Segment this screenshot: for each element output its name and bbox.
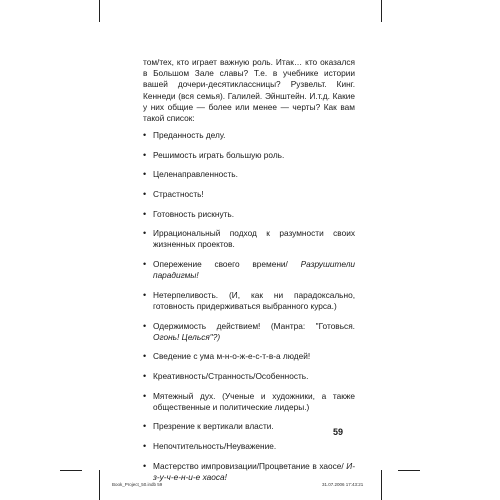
list-item-text: Мятежный дух. (Ученые и художники, а также общественные и политические лидеры.): [153, 390, 355, 412]
list-item: [143, 290, 355, 312]
crop-mark-bottom-right: [381, 470, 382, 500]
bullet-icon: •: [143, 370, 147, 381]
list-item: [143, 209, 355, 220]
slug-left: Book_Project_50.indb 59: [112, 482, 163, 487]
list-item: [143, 130, 355, 141]
list-item: [143, 259, 355, 281]
bullet-icon: •: [143, 460, 147, 471]
bullet-icon: •: [143, 258, 147, 269]
crop-mark-top-right: [381, 0, 382, 22]
list-item: [143, 421, 355, 432]
list-item-text: Креативность/Странность/Особенность.: [153, 370, 309, 381]
list-item: [143, 371, 355, 382]
list-item-text: Опережение своего времени/: [153, 258, 301, 269]
page-body: [143, 57, 355, 491]
list-item: [143, 351, 355, 362]
list-item-italic: Разрушители парадигмы!: [153, 258, 355, 281]
bullet-icon: •: [143, 130, 147, 141]
intro-paragraph: том/тех, кто играет важную роль. Итак… кто оказался в Большом Зале славы? Т.е. в учебнике истории вашей дочери-десятиклассницы? Рузвельт. Кинг. Кеннеди (вся семья). Галилей. Эйнштейн. И.т.д. Какие у них общие — более или менее — черты? Как вам такой список:: [143, 57, 355, 124]
bullet-icon: •: [143, 289, 147, 300]
crop-mark-bottom-left-h: [60, 470, 82, 471]
list-item-text: Иррациональный подход к разумности своих жизненных проектов.: [153, 228, 355, 250]
list-item-text: Сведение с ума м-н-о-ж-е-с-т-в-а людей!: [153, 351, 311, 362]
list-item-italic: И-з-у-ч-е-н-и-е хаоса!: [153, 460, 355, 482]
list-item: [143, 228, 355, 250]
list-item-text: Нетерпеливость. (И, как ни парадоксально, готовность придерживаться выбранного курса.): [153, 289, 355, 311]
list-item: [143, 321, 355, 343]
bullet-list: [143, 130, 355, 483]
list-item: [143, 150, 355, 161]
list-item-text: Преданность делу.: [153, 130, 226, 141]
bullet-icon: •: [143, 228, 147, 239]
list-item-text: Готовность рискнуть.: [153, 208, 235, 219]
list-item: [143, 169, 355, 180]
bullet-icon: •: [143, 351, 147, 362]
page-number: 59: [333, 427, 344, 437]
bullet-icon: •: [143, 320, 147, 331]
crop-mark-top-left: [99, 0, 100, 22]
list-item-text: Презрение к вертикали власти.: [153, 421, 274, 432]
list-item: [143, 441, 355, 452]
bullet-icon: •: [143, 189, 147, 199]
list-item-italic: Огонь! Целься"?): [153, 331, 221, 342]
crop-mark-bottom-left: [99, 470, 100, 500]
list-item-text: Страстность!: [153, 189, 204, 199]
bullet-icon: •: [143, 208, 147, 219]
bullet-icon: •: [143, 149, 147, 160]
list-item: [143, 461, 355, 483]
slug-right: 31.07.2006 17:43:21: [322, 482, 364, 487]
bullet-icon: •: [143, 169, 147, 180]
bullet-icon: •: [143, 440, 147, 451]
list-item-text: Одержимость действием! (Мантра: "Готовься.: [153, 320, 355, 331]
list-item-text: Мастерство импровизации/Процветание в хаосе/: [153, 460, 347, 471]
bullet-icon: •: [143, 421, 147, 432]
list-item-text: Целенаправленность.: [153, 169, 238, 180]
list-item-text: Решимость играть большую роль.: [153, 149, 285, 160]
crop-mark-bottom-right-h: [398, 470, 420, 471]
list-item-text: Непочтительность/Неуважение.: [153, 440, 277, 451]
bullet-icon: •: [143, 390, 147, 401]
list-item: [143, 189, 355, 200]
list-item: [143, 391, 355, 413]
